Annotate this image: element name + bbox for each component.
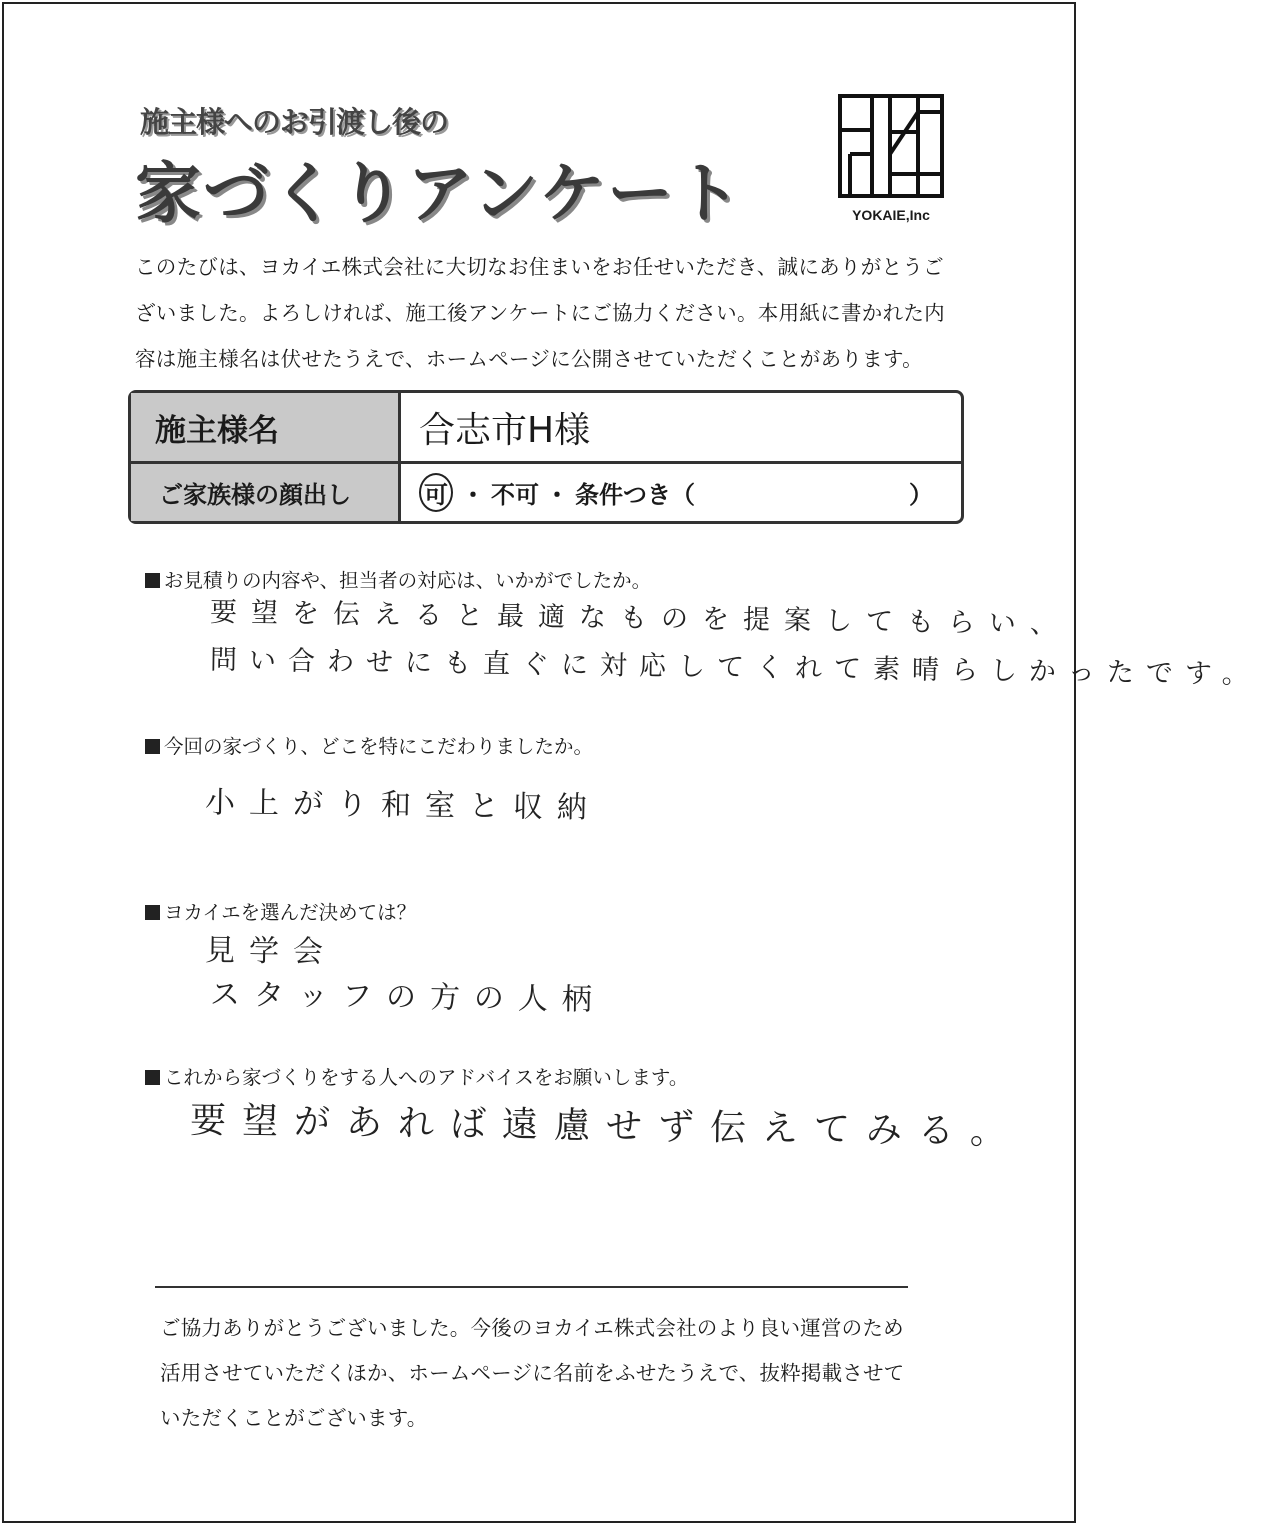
client-name-label: 施主様名 bbox=[131, 393, 401, 461]
info-table bbox=[128, 390, 964, 524]
option-separator: ・ bbox=[461, 481, 485, 509]
intro-line: このたびは、ヨカイエ株式会社に大切なお住まいをお任せいただき、誠にありがとうご bbox=[135, 255, 944, 279]
question-label: 今回の家づくり、どこを特にこだわりましたか。 bbox=[164, 735, 594, 758]
intro-line: 容は施主様名は伏せたうえで、ホームページに公開させていただくことがあります。 bbox=[135, 347, 923, 371]
question-1 bbox=[145, 565, 651, 593]
question-label: ヨカイエを選んだ決めては？ bbox=[164, 901, 417, 924]
client-name-value: 合志市H様 bbox=[419, 409, 591, 451]
page-title: 家づくりアンケート bbox=[135, 155, 744, 232]
answer-4-line-1: 要望があれば遠慮せず伝えてみる。 bbox=[189, 1100, 1023, 1153]
option-not-allowed: 不可 bbox=[491, 481, 539, 509]
option-allowed-circled: 可 bbox=[419, 473, 453, 512]
face-display-options bbox=[401, 464, 961, 521]
answer-3-line-1: 見学会 bbox=[204, 933, 338, 970]
footer-line: 活用させていただくほか、ホームページに名前をふせたうえで、抜粋掲載させて bbox=[160, 1361, 905, 1385]
answer-1-line-2: 問い合わせにも直ぐに対応してくれて素晴らしかったです。 bbox=[209, 644, 1261, 691]
question-3 bbox=[145, 897, 416, 925]
answer-3-line-2: スタッフの方の人柄 bbox=[209, 977, 607, 1018]
footer-note bbox=[160, 1306, 920, 1441]
question-label: これから家づくりをする人へのアドバイスをお願いします。 bbox=[164, 1066, 689, 1089]
answer-2-line-1: 小上がり和室と収納 bbox=[204, 785, 602, 826]
answer-1-line-1: 要望を伝えると最適なものを提案してもらい、 bbox=[209, 596, 1072, 641]
face-display-label: ご家族様の顔出し bbox=[131, 464, 401, 521]
bullet-square-icon bbox=[145, 573, 160, 588]
footer-line: ご協力ありがとうございました。今後のヨカイエ株式会社のより良い運営のため bbox=[160, 1316, 904, 1340]
question-4 bbox=[145, 1062, 688, 1090]
close-paren: ） bbox=[909, 481, 933, 509]
subtitle: 施主様へのお引渡し後の bbox=[140, 105, 449, 139]
footer-line: いただくことがございます。 bbox=[160, 1406, 428, 1430]
intro-paragraph bbox=[135, 244, 955, 382]
yokaie-logo bbox=[838, 94, 944, 198]
footer-divider bbox=[155, 1286, 908, 1288]
option-separator: ・ bbox=[545, 481, 569, 509]
question-label: お見積りの内容や、担当者の対応は、いかがでしたか。 bbox=[164, 569, 652, 592]
bullet-square-icon bbox=[145, 905, 160, 920]
logo-caption: YOKAIE,Inc bbox=[852, 207, 930, 223]
question-2 bbox=[145, 731, 593, 759]
face-display-row bbox=[131, 464, 961, 521]
client-name-row bbox=[131, 393, 961, 464]
bullet-square-icon bbox=[145, 739, 160, 754]
bullet-square-icon bbox=[145, 1070, 160, 1085]
option-conditional: 条件つき（ bbox=[575, 481, 695, 509]
intro-line: ざいました。よろしければ、施工後アンケートにご協力ください。本用紙に書かれた内 bbox=[135, 301, 945, 325]
